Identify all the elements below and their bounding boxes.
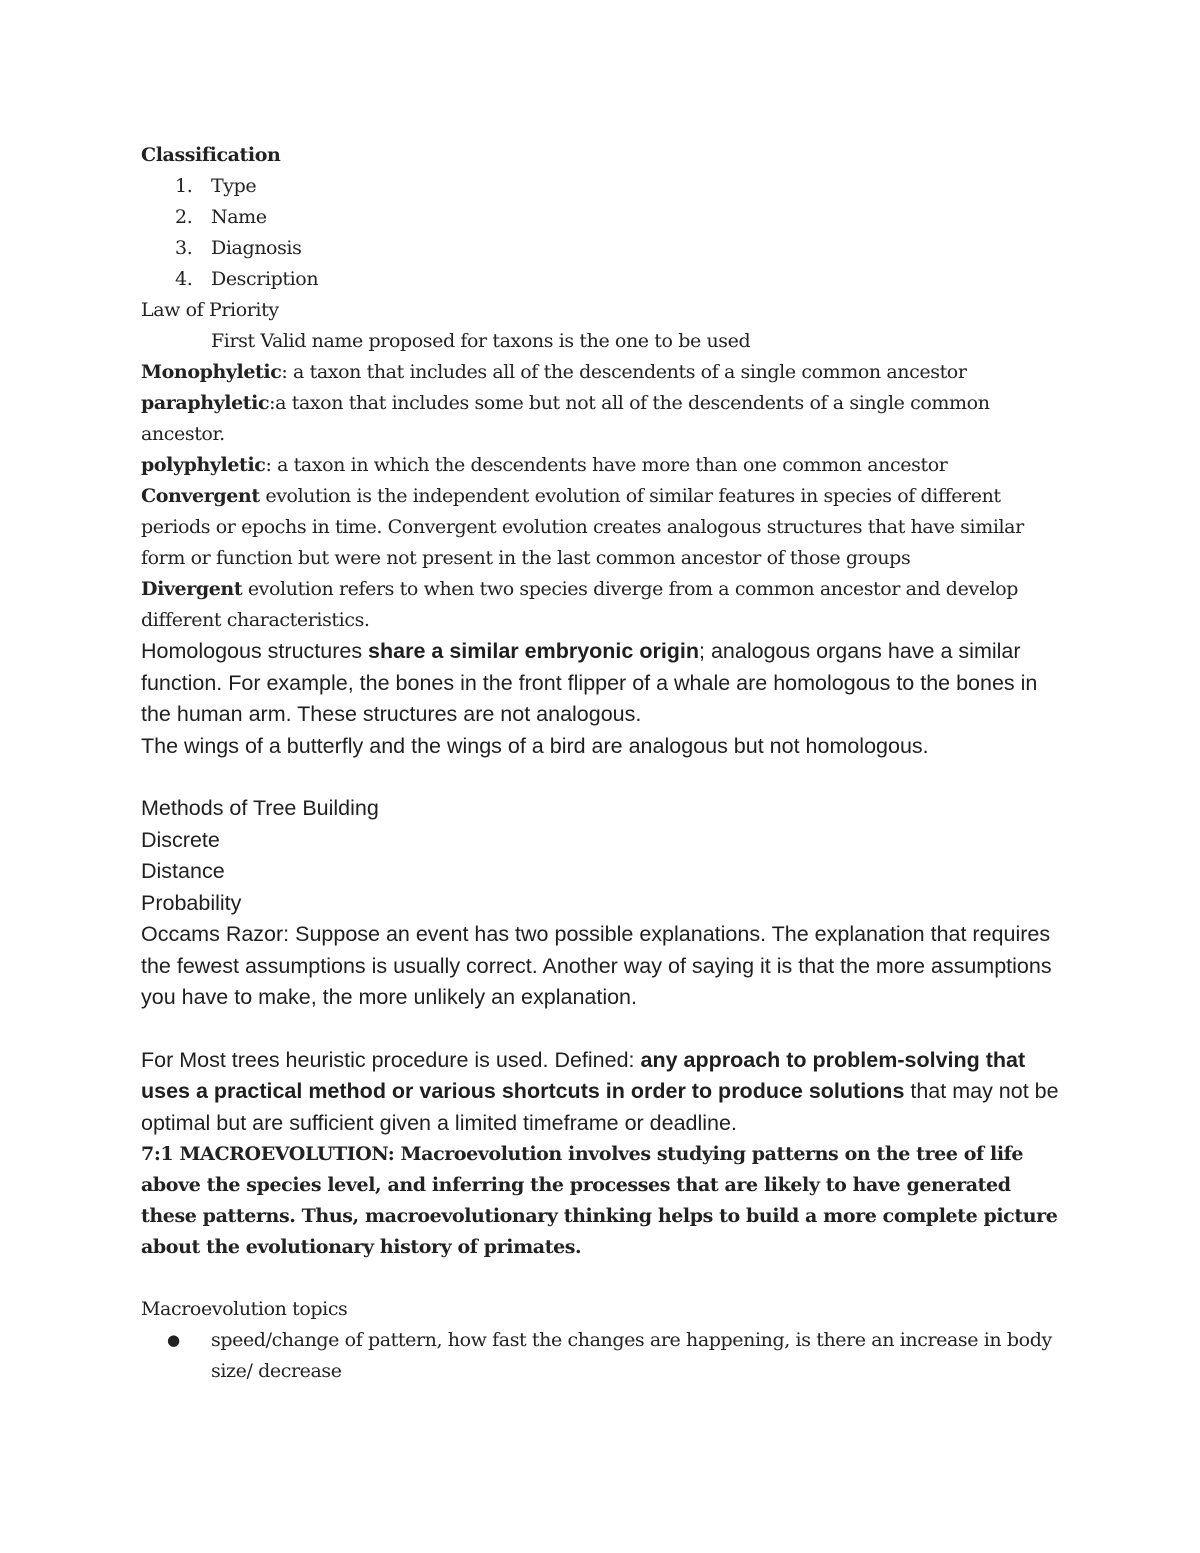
document-body: [141, 140, 1061, 1387]
blank-line: [141, 1263, 1061, 1294]
tree-method-item: Probability: [141, 890, 242, 915]
paraphyletic-definition: paraphyletic:a taxon that includes some but not all of the descendents of a single common ancestor.: [141, 392, 990, 445]
convergent-definition: Convergent evolution is the independent evolution of similar features in species of different periods or epochs in time. Convergent evolution creates analogous structures that have similar form or function but were not present in the last common ancestor of those groups: [141, 485, 1024, 569]
law-of-priority-text: First Valid name proposed for taxons is the one to be used: [211, 330, 751, 352]
macroevolution-paragraph: 7:1 MACROEVOLUTION: Macroevolution involves studying patterns on the tree of life above the species level, and inferring the processes that are likely to have generated these patterns. Thus, macroevolutionary thinking helps to build a more complete picture about the evolutionary history of primates.: [141, 1143, 1058, 1258]
polyphyletic-definition: polyphyletic: a taxon in which the descendents have more than one common ancestor: [141, 454, 948, 476]
monophyletic-definition: Monophyletic: a taxon that includes all of the descendents of a single common ancestor: [141, 361, 967, 383]
divergent-definition: Divergent evolution refers to when two species diverge from a common ancestor and develop different characteristics.: [141, 578, 1019, 631]
list-item: 2. Name: [175, 206, 267, 228]
tree-method-item: Distance: [141, 859, 225, 883]
tree-building-heading: Methods of Tree Building: [141, 796, 379, 820]
list-item: 3. Diagnosis: [175, 237, 302, 259]
blank-line: [141, 762, 1061, 793]
analogous-wings-line: The wings of a butterfly and the wings of a bird are analogous but not homologous.: [141, 733, 929, 758]
blank-line: [141, 1014, 1061, 1045]
tree-method-item: Discrete: [141, 827, 220, 852]
classification-list: [141, 171, 1061, 295]
occams-razor-paragraph: Occams Razor: Suppose an event has two possible explanations. The explanation that requires the fewest assumptions is usually correct. Another way of saying it is that the more assumptions you have to make, the more unlikely an explanation.: [141, 922, 1052, 1009]
list-item: ● speed/change of pattern, how fast the changes are happening, is there an increase in body size/ decrease: [141, 1325, 1061, 1387]
list-item: 1. Type: [175, 175, 257, 197]
homologous-paragraph: Homologous structures share a similar embryonic origin; analogous organs have a similar function. For example, the bones in the front flipper of a whale are homologous to the bones in the human arm. These structures are not analogous.: [141, 639, 1038, 726]
law-of-priority-heading: Law of Priority: [141, 299, 279, 321]
list-item: 4. Description: [175, 268, 319, 290]
heuristic-paragraph: For Most trees heuristic procedure is used. Defined: any approach to problem-solving that uses a practical method or various shortcuts in order to produce solutions that may not be optimal but are sufficient given a limited timeframe or deadline.: [141, 1047, 1059, 1135]
classification-heading: Classification: [141, 144, 281, 166]
bullet-icon: ●: [167, 1331, 180, 1349]
macro-topics-heading: Macroevolution topics: [141, 1298, 348, 1320]
macro-topics-list: [141, 1325, 1061, 1387]
